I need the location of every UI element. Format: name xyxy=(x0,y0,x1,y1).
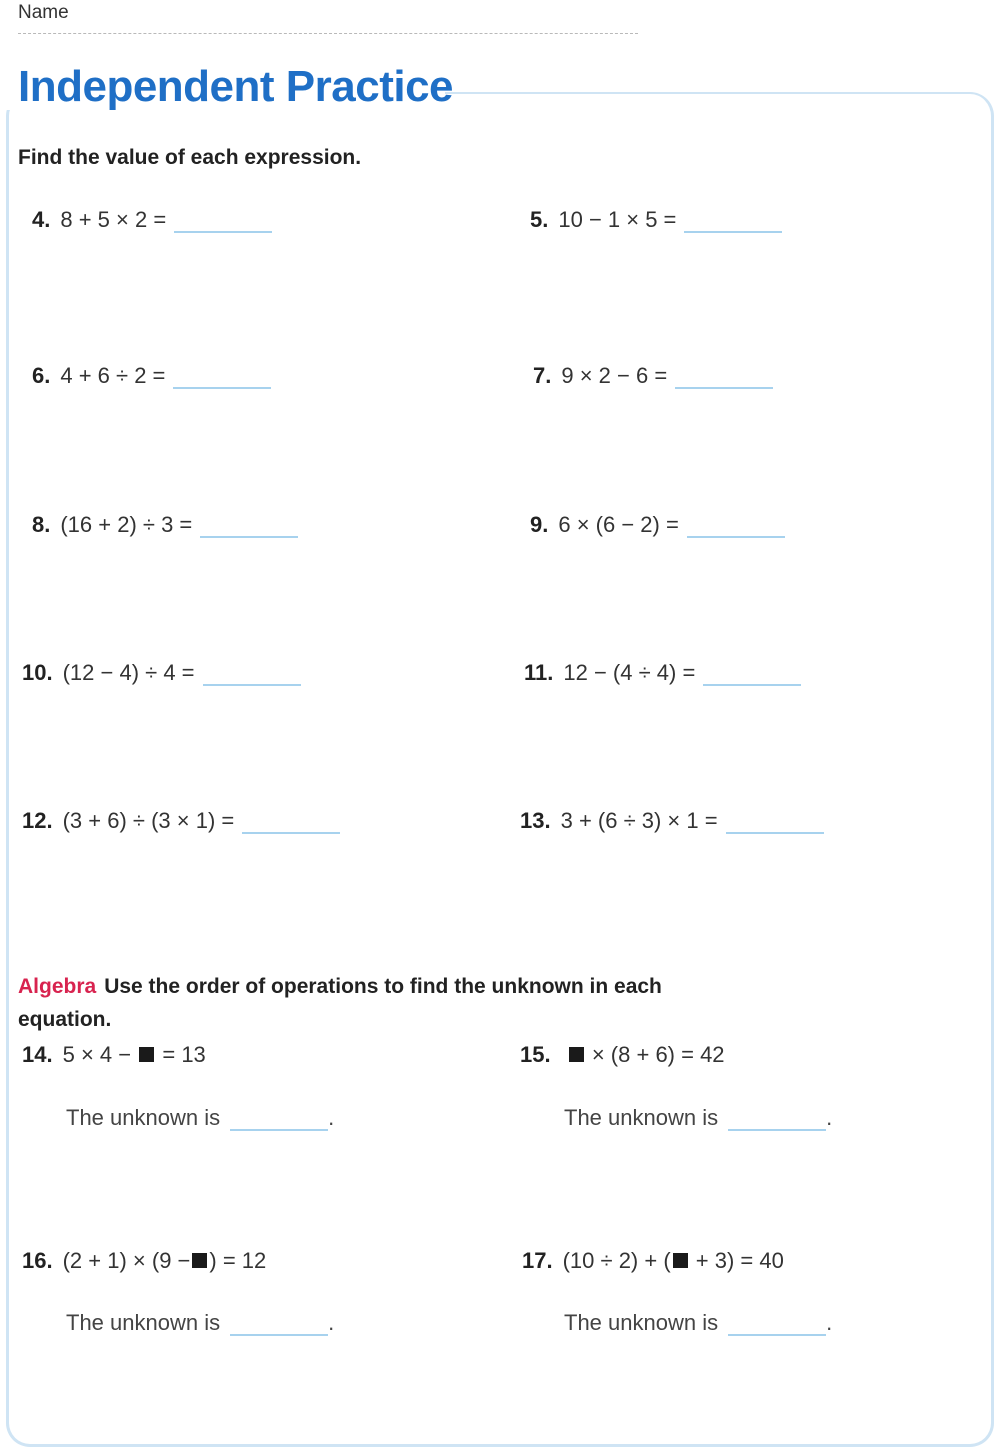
problem-number: 16. xyxy=(22,1248,53,1273)
equation-before: (2 + 1) × (9 − xyxy=(62,1248,191,1273)
problem-7 xyxy=(533,363,773,389)
answer-blank[interactable] xyxy=(703,662,801,686)
equation-before: 5 × 4 − xyxy=(62,1042,132,1067)
equation-15 xyxy=(520,1042,725,1068)
equation-16 xyxy=(22,1248,266,1274)
unknown-blank[interactable] xyxy=(230,1107,328,1131)
problem-6 xyxy=(32,363,271,389)
answer-blank[interactable] xyxy=(687,514,785,538)
problem-expression: (16 + 2) ÷ 3 = xyxy=(60,512,193,537)
problem-number: 9. xyxy=(530,512,549,537)
problem-number: 17. xyxy=(522,1248,553,1273)
name-line[interactable] xyxy=(18,33,638,34)
unknown-line-15 xyxy=(564,1105,832,1131)
problem-number: 7. xyxy=(533,363,552,388)
answer-blank[interactable] xyxy=(203,662,301,686)
unknown-blank[interactable] xyxy=(230,1312,328,1336)
unknown-period: . xyxy=(826,1310,833,1335)
answer-blank[interactable] xyxy=(200,514,298,538)
unknown-square-icon xyxy=(569,1047,584,1062)
unknown-period: . xyxy=(826,1105,833,1130)
problem-expression: 12 − (4 ÷ 4) = xyxy=(563,660,696,685)
equation-14 xyxy=(22,1042,206,1068)
equation-after: + 3) = 40 xyxy=(695,1248,784,1273)
problem-number: 12. xyxy=(22,808,53,833)
algebra-text: Use the order of operations to find the unknown in each equation. xyxy=(18,975,662,1031)
problem-number: 8. xyxy=(32,512,51,537)
answer-blank[interactable] xyxy=(726,810,824,834)
unknown-period: . xyxy=(328,1105,335,1130)
problem-10 xyxy=(22,660,301,686)
problem-8 xyxy=(32,512,298,538)
problem-9 xyxy=(530,512,785,538)
practice-frame xyxy=(6,92,994,1447)
problem-number: 10. xyxy=(22,660,53,685)
problem-expression: (3 + 6) ÷ (3 × 1) = xyxy=(62,808,235,833)
problem-12 xyxy=(22,808,340,834)
problem-expression: 6 × (6 − 2) = xyxy=(558,512,679,537)
unknown-label: The unknown is xyxy=(564,1310,719,1335)
problem-expression: 4 + 6 ÷ 2 = xyxy=(60,363,166,388)
page-title: Independent Practice xyxy=(18,62,454,111)
problem-expression: 8 + 5 × 2 = xyxy=(60,207,167,232)
instructions: Find the value of each expression. xyxy=(18,146,362,169)
problem-number: 4. xyxy=(32,207,51,232)
answer-blank[interactable] xyxy=(173,365,271,389)
unknown-label: The unknown is xyxy=(66,1310,221,1335)
unknown-square-icon xyxy=(192,1253,207,1268)
name-label: Name xyxy=(18,2,69,23)
problem-number: 15. xyxy=(520,1042,551,1067)
answer-blank[interactable] xyxy=(675,365,773,389)
answer-blank[interactable] xyxy=(174,209,272,233)
algebra-instructions xyxy=(18,970,698,1036)
problem-number: 14. xyxy=(22,1042,53,1067)
unknown-line-14 xyxy=(66,1105,334,1131)
answer-blank[interactable] xyxy=(684,209,782,233)
unknown-square-icon xyxy=(673,1253,688,1268)
equation-before: (10 ÷ 2) + ( xyxy=(562,1248,671,1273)
problem-number: 6. xyxy=(32,363,51,388)
problem-expression: 3 + (6 ÷ 3) × 1 = xyxy=(560,808,718,833)
problem-number: 5. xyxy=(530,207,549,232)
algebra-tag: Algebra xyxy=(18,975,97,998)
equation-after: × (8 + 6) = 42 xyxy=(591,1042,725,1067)
problem-number: 13. xyxy=(520,808,551,833)
problem-4 xyxy=(32,207,272,233)
unknown-line-17 xyxy=(564,1310,832,1336)
unknown-label: The unknown is xyxy=(564,1105,719,1130)
unknown-label: The unknown is xyxy=(66,1105,221,1130)
unknown-blank[interactable] xyxy=(728,1312,826,1336)
problem-5 xyxy=(530,207,782,233)
equation-after: = 13 xyxy=(162,1042,206,1067)
unknown-square-icon xyxy=(139,1047,154,1062)
equation-17 xyxy=(522,1248,784,1274)
problem-number: 11. xyxy=(524,660,554,685)
answer-blank[interactable] xyxy=(242,810,340,834)
unknown-blank[interactable] xyxy=(728,1107,826,1131)
problem-expression: 10 − 1 × 5 = xyxy=(558,207,677,232)
problem-expression: 9 × 2 − 6 = xyxy=(561,363,668,388)
problem-11 xyxy=(524,660,801,686)
problem-expression: (12 − 4) ÷ 4 = xyxy=(62,660,195,685)
unknown-line-16 xyxy=(66,1310,334,1336)
unknown-period: . xyxy=(328,1310,335,1335)
problem-13 xyxy=(520,808,824,834)
equation-after: ) = 12 xyxy=(209,1248,267,1273)
